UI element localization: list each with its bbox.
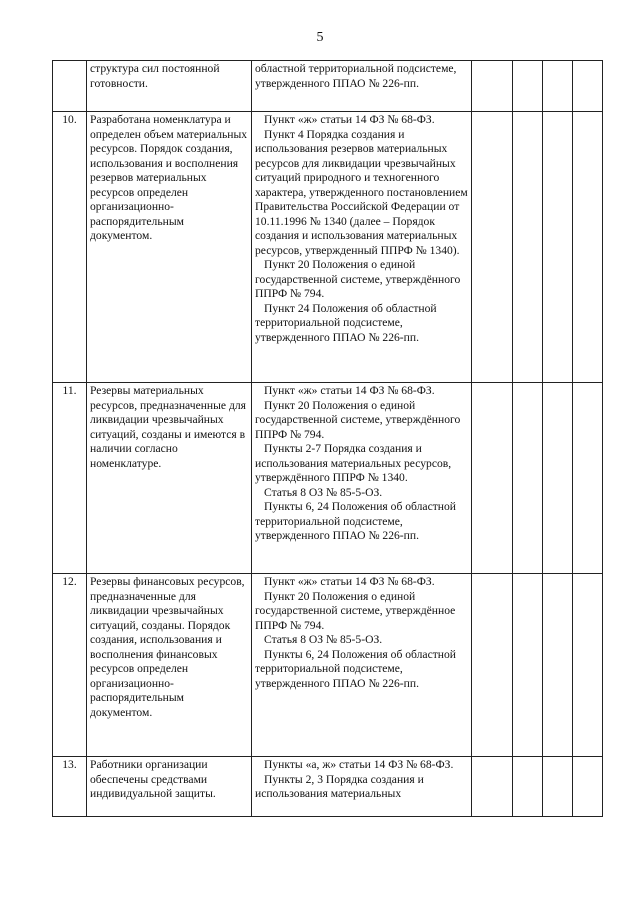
legal-basis-paragraph: Пункты 6, 24 Положения об областной территориальной подсистеме, утвержденного ППАО № 226-пп. [255, 500, 456, 542]
answer-cell [573, 383, 603, 574]
answer-cell [513, 757, 543, 817]
row-number-cell: 13. [53, 757, 87, 817]
answer-cell [573, 574, 603, 757]
checklist-table [52, 60, 603, 817]
answer-cell [513, 574, 543, 757]
legal-basis-cell [252, 383, 472, 574]
answer-cell [472, 112, 513, 383]
answer-cell [472, 383, 513, 574]
legal-basis-paragraph: Пункт 20 Положения о единой государственной системе, утверждённого ППРФ № 794. [255, 258, 461, 300]
answer-cell [513, 383, 543, 574]
legal-basis-cell [252, 61, 472, 112]
legal-basis-cell [252, 757, 472, 817]
table-row [53, 383, 603, 574]
answer-cell [573, 757, 603, 817]
table-row [53, 112, 603, 383]
answer-cell [543, 574, 573, 757]
table-row [53, 757, 603, 817]
answer-cell [543, 61, 573, 112]
legal-basis-paragraph: Пункты «а, ж» статьи 14 ФЗ № 68-ФЗ. [264, 758, 454, 771]
answer-cell [573, 112, 603, 383]
requirement-cell: Резервы материальных ресурсов, предназначенные для ликвидации чрезвычайных ситуаций, созданы и имеются в наличии согласно номенклатуре. [87, 383, 252, 574]
row-number-cell: 11. [53, 383, 87, 574]
answer-cell [472, 61, 513, 112]
page-number: 5 [316, 30, 324, 45]
answer-cell [513, 61, 543, 112]
legal-basis-paragraph: Пункт «ж» статьи 14 ФЗ № 68-ФЗ. [264, 575, 435, 588]
legal-basis-cell [252, 574, 472, 757]
answer-cell [472, 574, 513, 757]
row-number-cell: 10. [53, 112, 87, 383]
answer-cell [472, 757, 513, 817]
legal-basis-paragraph: Статья 8 ОЗ № 85-5-ОЗ. [264, 633, 383, 646]
table-row [53, 574, 603, 757]
legal-basis-paragraph: областной территориальной подсистеме, утвержденного ППАО № 226-пп. [255, 62, 457, 90]
legal-basis-paragraph: Пункты 2-7 Порядка создания и использования материальных ресурсов, утверждённого ППРФ № 1340. [255, 442, 452, 484]
requirement-cell: Разработана номенклатура и определен объем материальных ресурсов. Порядок создания, использования и восполнения резервов материальных ресурсов определен организационно-распорядительным документом. [87, 112, 252, 383]
legal-basis-paragraph: Пункт 24 Положения об областной территориальной подсистеме, утвержденного ППАО № 226-пп. [255, 301, 437, 344]
row-number-cell [53, 61, 87, 112]
legal-basis-paragraph: Пункты 6, 24 Положения об областной территориальной подсистеме, утвержденного ППАО № 226-пп. [255, 647, 456, 690]
legal-basis-cell [252, 112, 472, 383]
legal-basis-paragraph: Пункт «ж» статьи 14 ФЗ № 68-ФЗ. [264, 113, 435, 126]
requirement-cell: Работники организации обеспечены средствами индивидуальной защиты. [87, 757, 252, 817]
legal-basis-paragraph: Статья 8 ОЗ № 85-5-ОЗ. [264, 485, 383, 499]
row-number-cell: 12. [53, 574, 87, 757]
legal-basis-paragraph: Пункт 4 Порядка создания и использования резервов материальных ресурсов для ликвидации чрезвычайных ситуаций природного и техногенного характера, утвержденного постановлением Правительства Российской Федерации от 10.11.1996 № 1340 (далее – Порядок создания и использования материальных ресурсов, утвержденный ППРФ № 1340). [255, 127, 468, 257]
requirement-cell: Резервы финансовых ресурсов, предназначенные для ликвидации чрезвычайных ситуаций, созданы. Порядок создания, использования и восполнения финансовых ресурсов определен организационно-распорядительным документом. [87, 574, 252, 757]
answer-cell [513, 112, 543, 383]
legal-basis-paragraph: Пункты 2, 3 Порядка создания и использования материальных [255, 772, 424, 800]
requirement-cell: структура сил постоянной готовности. [87, 61, 252, 112]
legal-basis-paragraph: Пункт 20 Положения о единой государственной системе, утверждённое ППРФ № 794. [255, 589, 456, 632]
table-row [53, 61, 603, 112]
answer-cell [543, 112, 573, 383]
answer-cell [573, 61, 603, 112]
legal-basis-paragraph: Пункт «ж» статьи 14 ФЗ № 68-ФЗ. [264, 384, 435, 397]
answer-cell [543, 757, 573, 817]
legal-basis-paragraph: Пункт 20 Положения о единой государственной системе, утверждённого ППРФ № 794. [255, 398, 461, 441]
answer-cell [543, 383, 573, 574]
